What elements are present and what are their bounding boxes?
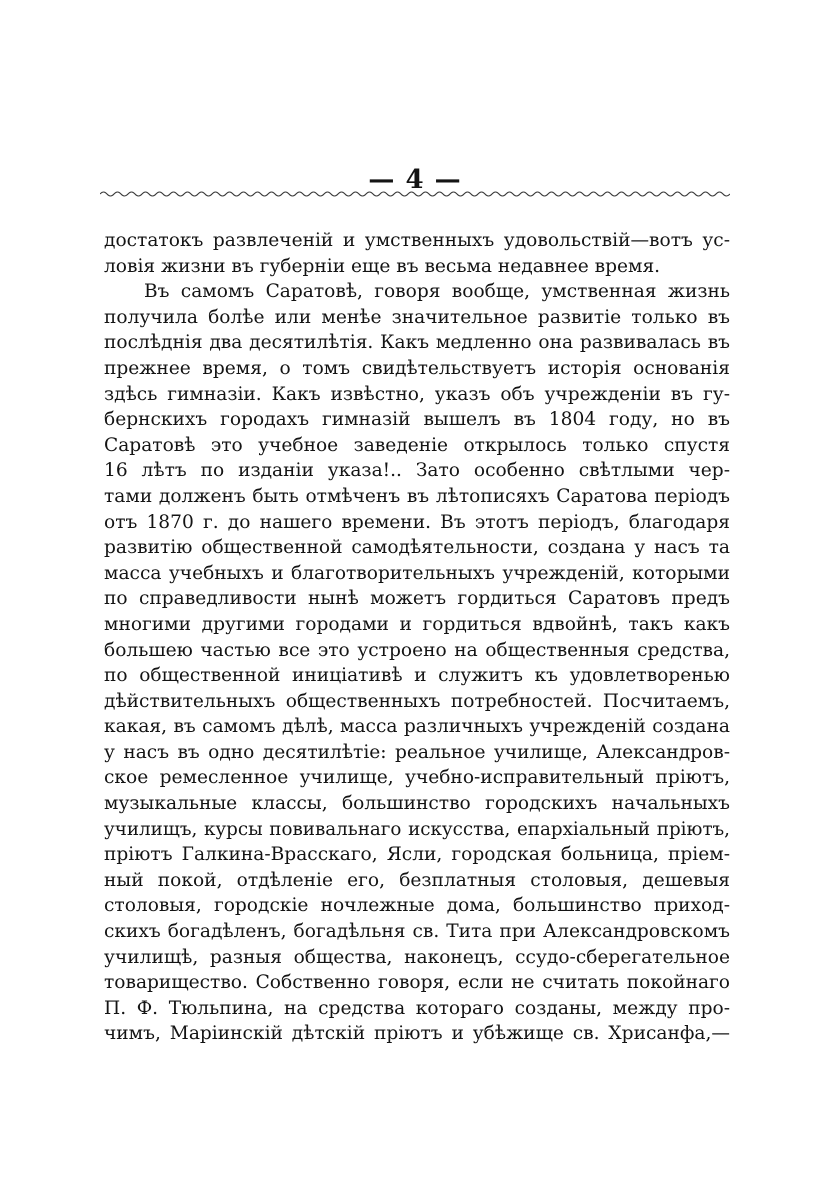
page-number: — 4 — <box>368 165 462 195</box>
text-line: тами долженъ быть отмѣченъ въ лѣтописяхъ Саратова періодъ <box>104 485 730 507</box>
text-line: дѣйствительныхъ общественныхъ потребностей. Посчитаемъ, <box>104 690 730 712</box>
text-line: масса учебныхъ и благотворительныхъ учрежденій, которыми <box>104 562 730 584</box>
text-line: столовыя, городскіе ночлежные дома, большинство приход- <box>104 895 730 917</box>
text-line: послѣднія два десятилѣтія. Какъ медленно она развивалась въ <box>104 332 730 354</box>
text-line: ный покой, отдѣленіе его, безплатныя столовыя, дешевыя <box>104 869 730 891</box>
text-line: училищъ, курсы повивальнаго искусства, епархіальный пріютъ, <box>104 818 730 840</box>
text-line: многими другими городами и гордиться вдвойнѣ, такъ какъ <box>104 613 730 635</box>
text-line: большею частью все это устроено на общественныя средства, <box>104 639 730 661</box>
text-line: по общественной иниціативѣ и служитъ къ удовлетворенью <box>104 665 730 687</box>
text-line: у насъ въ одно десятилѣтіе: реальное училище, Александров- <box>104 741 730 763</box>
text-line: по справедливости нынѣ можетъ гордиться Саратовъ предъ <box>104 588 730 610</box>
text-line: музыкальные классы, большинство городскихъ начальныхъ <box>104 793 730 815</box>
text-line: училищѣ, разныя общества, наконецъ, ссудо-сберегательное <box>104 946 730 968</box>
text-line: получила болѣе или менѣе значительное развитіе только въ <box>104 306 730 328</box>
text-line: Въ самомъ Саратовѣ, говоря вообще, умственная жизнь <box>144 281 730 303</box>
text-line: Саратовѣ это учебное заведеніе открылось только спустя <box>104 434 730 456</box>
text-line: ское ремесленное училище, учебно-исправительный пріютъ, <box>104 767 730 789</box>
text-line: скихъ богадѣленъ, богадѣльня св. Тита при Александровскомъ <box>104 921 730 943</box>
text-line: прежнее время, о томъ свидѣтельствуетъ исторія основанія <box>104 357 730 379</box>
text-line: отъ 1870 г. до нашего времени. Въ этотъ періодъ, благодаря <box>104 511 730 533</box>
text-line: товарищество. Собственно говоря, если не считать покойнаго <box>104 972 730 994</box>
text-line: бернскихъ городахъ гимназій вышелъ въ 1804 году, но въ <box>104 409 730 431</box>
text-line: здѣсь гимназіи. Какъ извѣстно, указъ объ учрежденіи въ гу- <box>104 383 730 405</box>
decorative-wavy-rule <box>100 189 730 199</box>
text-line: П. Ф. Тюльпина, на средства котораго созданы, между про- <box>104 997 730 1019</box>
text-line: пріютъ Галкина-Врасскаго, Ясли, городская больница, пріем- <box>104 844 730 866</box>
body-text <box>104 228 730 1047</box>
text-line: 16 лѣтъ по изданіи указа!.. Зато особенно свѣтлыми чер- <box>104 460 730 482</box>
text-line: развитію общественной самодѣятельности, создана у насъ та <box>104 537 730 559</box>
text-line: ловія жизни въ губерніи еще въ весьма недавнее время. <box>104 255 661 277</box>
text-line: чимъ, Маріинскій дѣтскій пріютъ и убѣжище св. Хрисанфа,— <box>104 1023 730 1045</box>
page-header <box>100 163 730 203</box>
wavy-rule-line <box>100 192 730 196</box>
text-line: достатокъ развлеченій и умственныхъ удовольствій—вотъ ус- <box>104 230 730 251</box>
text-line: какая, въ самомъ дѣлѣ, масса различныхъ учрежденій создана <box>104 716 730 738</box>
